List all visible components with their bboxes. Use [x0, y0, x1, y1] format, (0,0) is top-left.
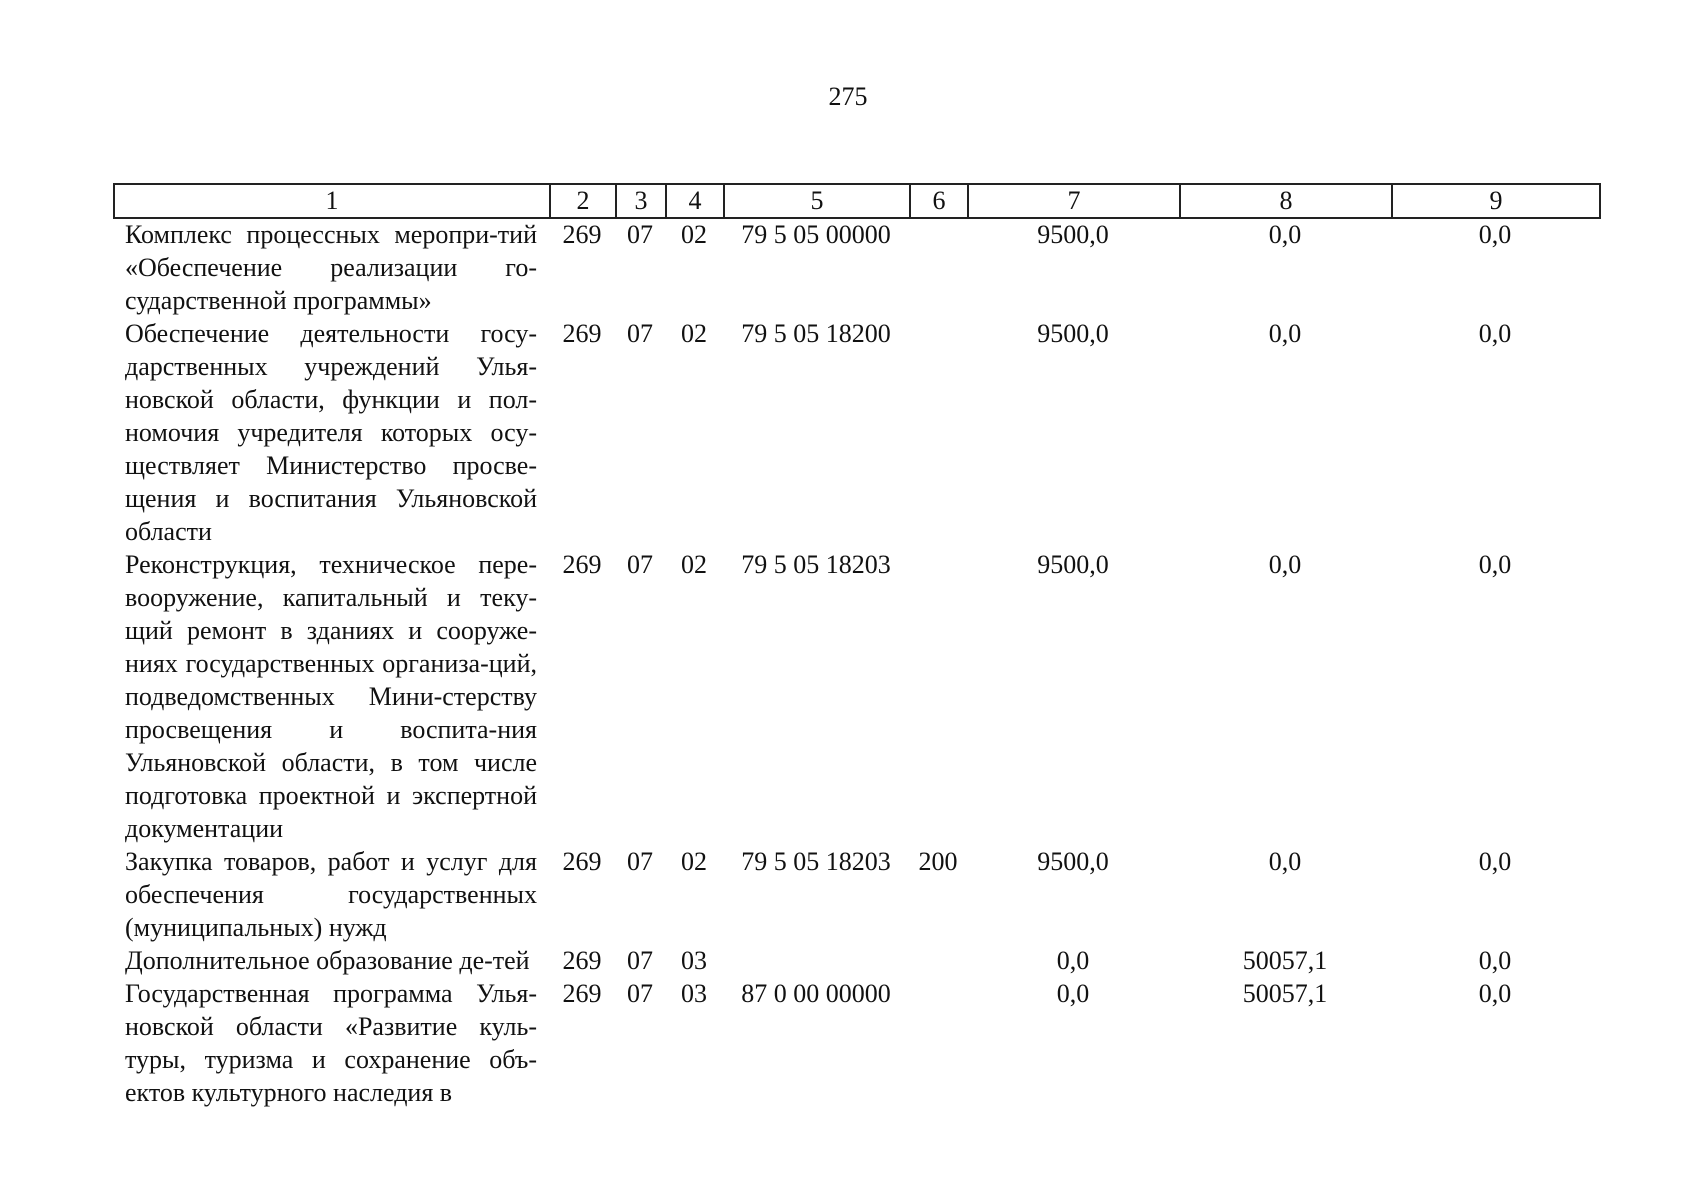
row-description: Комплекс процессных меропри-тий «Обеспечение реализации го-сударственной программы» — [125, 220, 537, 315]
col-admin-code: 269 — [562, 319, 602, 348]
col-amount-8: 0,0 — [1268, 550, 1302, 579]
row-description: Реконструкция, техническое пере-вооружение, капитальный и теку-щий ремонт в зданиях и сооруже-ниях государственных организа-ций, подведомственных Мини-стерству просвещения и воспита-ния Ульяновской области, в том числе подготовка проектной и экспертной документации — [125, 550, 537, 843]
col-expense-type — [909, 548, 967, 845]
col-amount-7: 9500,0 — [1037, 220, 1109, 249]
col-amount-9: 0,0 — [1478, 550, 1512, 579]
table-row — [113, 977, 1599, 1109]
col-target-item — [723, 944, 909, 977]
table-row — [113, 317, 1599, 548]
col-expense-type: 200 — [918, 847, 958, 876]
header-col-4: 4 — [666, 184, 724, 218]
table-row — [113, 218, 1599, 317]
col-amount-7: 9500,0 — [1037, 319, 1109, 348]
col-amount-7: 9500,0 — [1037, 550, 1109, 579]
col-admin-code: 269 — [562, 979, 602, 1008]
col-expense-type — [909, 317, 967, 548]
col-target-item: 79 5 05 18203 — [741, 847, 891, 876]
col-amount-8: 50057,1 — [1242, 979, 1328, 1008]
col-expense-type — [909, 218, 967, 317]
col-target-item: 87 0 00 00000 — [741, 979, 891, 1008]
col-subsection: 03 — [681, 946, 707, 975]
col-section: 07 — [627, 979, 653, 1008]
row-description: Обеспечение деятельности госу-дарственных учреждений Улья-новской области, функции и пол-номочия учредителя которых осу-ществляет Министерство просве-щения и воспитания Ульяновской области — [125, 319, 537, 546]
col-section: 07 — [627, 550, 653, 579]
col-expense-type — [909, 977, 967, 1109]
table-row — [113, 548, 1599, 845]
header-col-3: 3 — [616, 184, 666, 218]
col-amount-9: 0,0 — [1478, 979, 1512, 1008]
col-subsection: 03 — [681, 979, 707, 1008]
col-section: 07 — [627, 220, 653, 249]
page-number: 275 — [828, 82, 868, 111]
header-col-7: 7 — [968, 184, 1180, 218]
row-description: Закупка товаров, работ и услуг для обеспечения государственных (муниципальных) нужд — [125, 847, 537, 942]
row-description: Дополнительное образование де-тей — [125, 946, 530, 975]
col-amount-9: 0,0 — [1478, 220, 1512, 249]
header-col-1: 1 — [114, 184, 550, 218]
header-col-2: 2 — [550, 184, 616, 218]
budget-table-body — [113, 218, 1599, 1109]
header-col-9: 9 — [1392, 184, 1600, 218]
col-subsection: 02 — [681, 550, 707, 579]
col-target-item: 79 5 05 18203 — [741, 550, 891, 579]
table-header — [113, 183, 1601, 219]
header-col-5: 5 — [724, 184, 910, 218]
col-target-item: 79 5 05 18200 — [741, 319, 891, 348]
col-section: 07 — [627, 847, 653, 876]
col-admin-code: 269 — [562, 220, 602, 249]
col-amount-9: 0,0 — [1478, 847, 1512, 876]
col-admin-code: 269 — [562, 946, 602, 975]
col-section: 07 — [627, 946, 653, 975]
col-amount-7: 0,0 — [1056, 979, 1090, 1008]
col-amount-8: 0,0 — [1268, 220, 1302, 249]
row-description: Государственная программа Улья-новской области «Развитие куль-туры, туризма и сохранение объ-ектов культурного наследия в — [125, 979, 537, 1107]
table-row — [113, 845, 1599, 944]
col-amount-9: 0,0 — [1478, 946, 1512, 975]
table-row — [113, 944, 1599, 977]
col-expense-type — [909, 944, 967, 977]
col-amount-7: 9500,0 — [1037, 847, 1109, 876]
col-subsection: 02 — [681, 319, 707, 348]
col-amount-8: 50057,1 — [1242, 946, 1328, 975]
col-amount-8: 0,0 — [1268, 847, 1302, 876]
header-col-6: 6 — [910, 184, 968, 218]
col-amount-8: 0,0 — [1268, 319, 1302, 348]
col-subsection: 02 — [681, 847, 707, 876]
col-subsection: 02 — [681, 220, 707, 249]
col-target-item: 79 5 05 00000 — [741, 220, 891, 249]
col-section: 07 — [627, 319, 653, 348]
header-row — [114, 184, 1600, 218]
header-col-8: 8 — [1180, 184, 1392, 218]
col-admin-code: 269 — [562, 847, 602, 876]
col-amount-9: 0,0 — [1478, 319, 1512, 348]
col-admin-code: 269 — [562, 550, 602, 579]
col-amount-7: 0,0 — [1056, 946, 1090, 975]
